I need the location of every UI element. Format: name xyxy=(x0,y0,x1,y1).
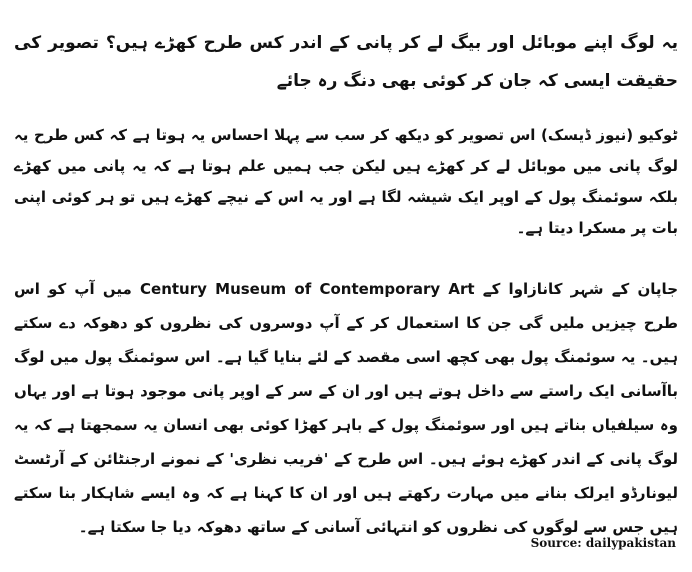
article-headline: یہ لوگ اپنے موبائل اور بیگ لے کر پانی کے اندر کس طرح کھڑے ہیں؟ تصویر کی حقیقت ایسی کہ جان کر کوئی بھی دنگ رہ جائے xyxy=(14,33,678,91)
article-paragraph-1: ٹوکیو (نیوز ڈیسک) اس تصویر کو دیکھ کر سب سے پہلا احساس یہ ہوتا ہے کہ کس طرح یہ لوگ پانی میں موبائل لے کر کھڑے ہیں لیکن جب ہمیں علم ہوتا ہے کہ یہ پانی میں کھڑے بلکہ سوئمنگ پول کے اوپر ایک شیشہ لگا ہے اور یہ اس کے نیچے کھڑے ہیں تو ہر کوئی اپنی بات پر مسکرا دیتا ہے۔ xyxy=(14,126,678,237)
article-paragraph-2: جاپان کے شہر کانازاوا کے Century Museum of Contemporary Art میں آپ کو اس طرح چیزیں ملیں گی جن کا استعمال کر کے آپ دوسروں کی نظروں کو دھوکہ دے سکتے ہیں۔ یہ سوئمنگ پول بھی کچھ اسی مقصد کے لئے بنایا گیا ہے۔ اس سوئمنگ پول میں لوگ باآسانی ایک راستے سے داخل ہوتے ہیں اور ان کے سر کے اوپر پانی موجود ہوتا ہے اور یہاں وہ سیلفیاں بناتے ہیں اور سوئمنگ پول کے باہر کھڑا کوئی بھی انسان یہ سمجھتا ہے کہ یہ لوگ پانی کے اندر کھڑے ہوئے ہیں۔ اس طرح کے 'فریب نظری' کے نمونے ارجنٹائن کے آرٹسٹ لیونارڈو ایرلک بنانے میں مہارت رکھتے ہیں اور ان کا کہنا ہے کہ وہ ایسے شاہکار بنا سکتے ہیں جس سے لوگوں کی نظروں کو انتہائی آسانی کے ساتھ دھوکہ دیا جا سکتا ہے۔ xyxy=(14,280,679,536)
article-body xyxy=(14,0,678,544)
source-credit: Source: dailypakistan xyxy=(530,536,676,550)
